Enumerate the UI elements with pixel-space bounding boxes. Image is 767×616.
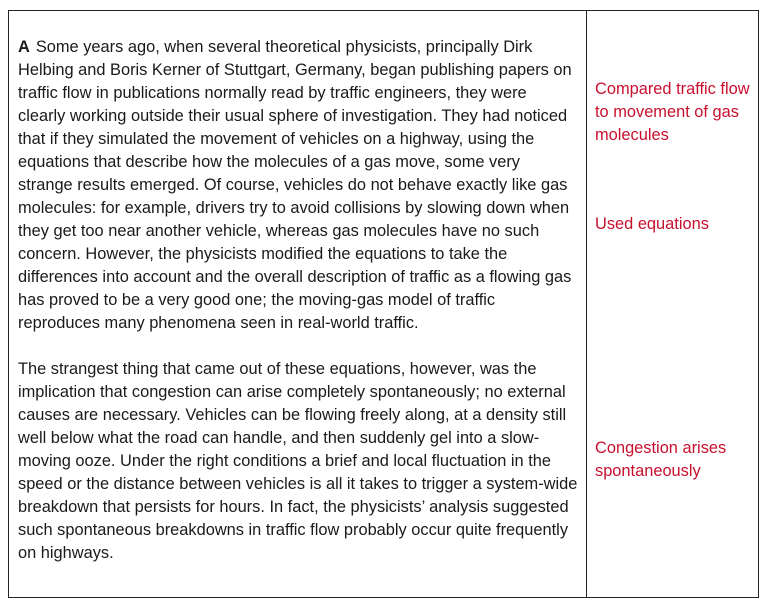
notes-table — [8, 10, 759, 598]
passage-column — [9, 11, 587, 597]
paragraph-2 — [18, 358, 578, 565]
note-gas-molecules: Compared traffic flow to movement of gas molecules — [595, 80, 750, 144]
paragraph-letter: A — [18, 38, 30, 56]
paragraph-a-text: Some years ago, when several theoretical physicists, principally Dirk Helbing and Boris Kerner of Stuttgart, Germany, began publishing papers on traffic flow in publications normally read by traffic engineers, they were clearly working outside their usual sphere of investigation. They had noticed that if they simulated the movement of vehicles on a highway, using the equations that describe how the molecules of a gas move, some very strange results emerged. Of course, vehicles do not behave exactly like gas molecules: for example, drivers try to avoid collisions by slowing down when they get too near another vehicle, whereas gas molecules have no such concern. However, the physicists modified the equations to take the differences into account and the overall description of traffic as a flowing gas has proved to be a very good one; the moving-gas model of traffic reproduces many phenomena seen in real-world traffic. — [18, 38, 572, 332]
paragraph-a — [18, 36, 578, 335]
paragraph-2-text: The strangest thing that came out of these equations, however, was the implication that congestion can arise completely spontaneously; no external causes are necessary. Vehicles can be flowing freely along, at a density still well below what the road can handle, and then suddenly gel into a slow-moving ooze. Under the right conditions a brief and local fluctuation in the speed or the distance between vehicles is all it takes to trigger a system-wide breakdown that persists for hours. In fact, the physicists’ analysis suggested such spontaneous breakdowns in traffic flow probably occur quite frequently on highways. — [18, 360, 578, 562]
note-equations: Used equations — [595, 215, 709, 233]
notes-column — [587, 11, 758, 597]
note-congestion: Congestion arises spontaneously — [595, 439, 727, 480]
